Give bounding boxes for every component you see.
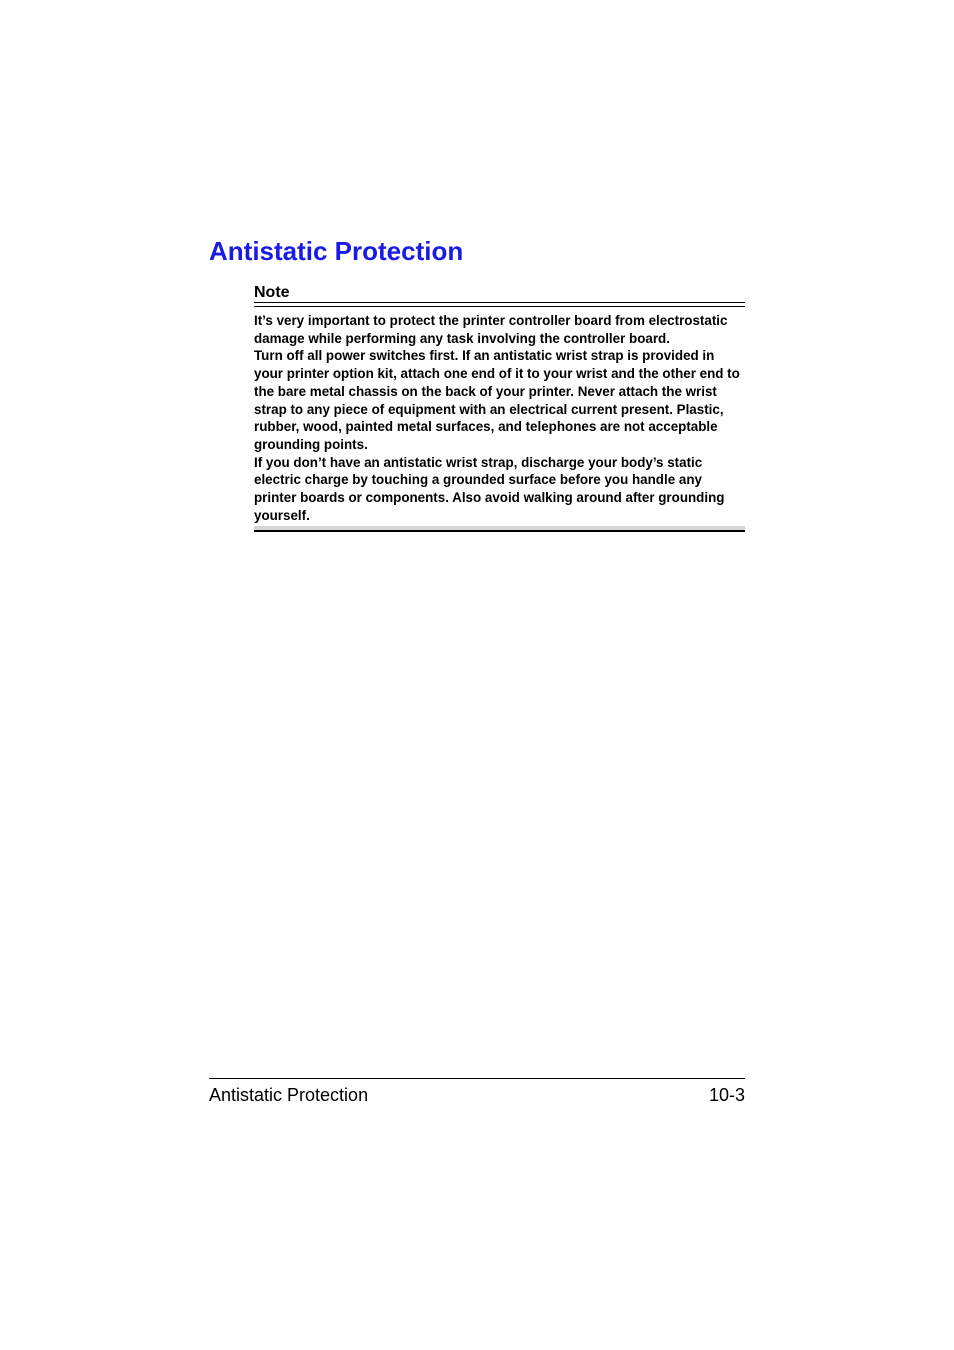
note-heading: Note (254, 284, 290, 301)
note-box (254, 283, 745, 532)
footer-section-title: Antistatic Protection (209, 1085, 369, 1105)
note-bottom-rule (254, 526, 745, 532)
note-paragraph-2: Turn off all power switches first. If an antistatic wrist strap is provided in your printer option kit, attach one end of it to your wrist and the other end to the bare metal chassis on the back of your printer. Never attach the wrist strap to any piece of equipment with an electrical current present. Plastic, rubber, wood, painted metal surfaces, and telephones are not acceptable grounding points. (254, 348, 740, 452)
footer-page-number: 10-3 (708, 1085, 745, 1105)
page-title: Antistatic Protection (209, 236, 464, 266)
note-paragraph-3: If you don’t have an antistatic wrist strap, discharge your body’s static electric charge by touching a grounded surface before you handle any printer boards or components. Also avoid walking around after grounding yourself. (254, 454, 725, 523)
page-footer (209, 1078, 745, 1106)
note-paragraph-1: It’s very important to protect the printer controller board from electrostatic damage while performing any task involving the controller board. (254, 313, 728, 346)
note-body (254, 307, 745, 526)
